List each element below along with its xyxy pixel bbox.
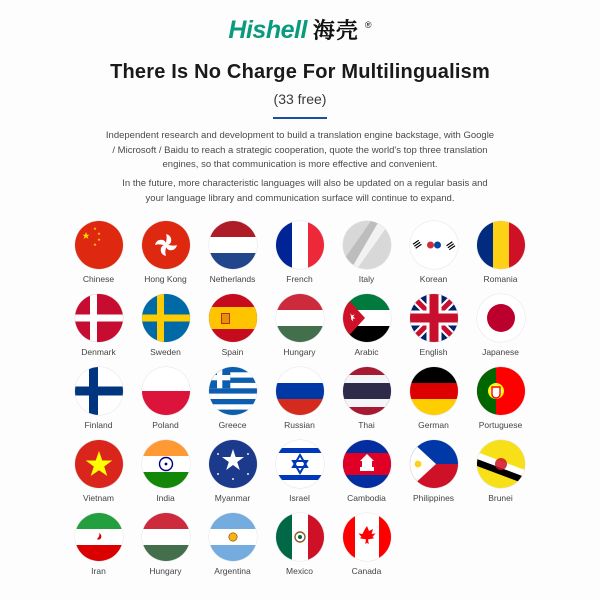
flag-item-cambodia [333,440,400,503]
flag-item-iran [65,513,132,576]
flag-item-italy [333,221,400,284]
flag-label: Korean [419,273,448,284]
flag-item-german [400,367,467,430]
flag-label: Portuguese [478,419,523,430]
flag-russia-icon [276,367,324,415]
flag-thailand-icon [343,367,391,415]
flag-item-romania [467,221,534,284]
flag-finland-icon [75,367,123,415]
flag-item-denmark [65,294,132,357]
flag-item-russian [266,367,333,430]
flag-item-netherlands [199,221,266,284]
title-divider [273,117,327,119]
flag-label: Brunei [488,492,513,503]
description-paragraph-2: In the future, more characteristic languages will also be updated on a regular basis and your language library and communication surface will continue to expand. [122,178,488,204]
brand-logo [0,0,600,45]
flag-item-thai [333,367,400,430]
flag-label: Sweden [150,346,181,357]
flag-label: Denmark [81,346,116,357]
flag-china-icon [75,221,123,269]
flag-label: Argentina [214,565,251,576]
flag-label: Philippines [412,492,455,503]
flag-uk-icon [410,294,458,342]
flag-item-brunei [467,440,534,503]
flag-label: Greece [218,419,247,430]
flag-korea-icon [410,221,458,269]
flag-india-icon [142,440,190,488]
flag-poland-icon [142,367,190,415]
flag-row [65,513,535,576]
flag-label: Cambodia [347,492,386,503]
flag-germany-icon [410,367,458,415]
flag-label: German [418,419,449,430]
flag-item-english [400,294,467,357]
flag-label: Iran [91,565,106,576]
flag-label: Russian [284,419,315,430]
flag-item-vietnam [65,440,132,503]
flag-denmark-icon [75,294,123,342]
flag-label: Arabic [354,346,379,357]
description-block [105,129,495,207]
flag-row [65,440,535,503]
flag-portugal-icon [477,367,525,415]
flag-item-spain [199,294,266,357]
flag-label: Hong Kong [144,273,187,284]
flag-item-hungary [132,513,199,576]
description-paragraph-1: Independent research and development to build a translation engine backstage, with Google / Microsoft / Baidu to reach a strategic cooperation, quote the world's top three translation engines, so that communication is more effective and convenient. [105,130,495,171]
brand-name-cjk: 海壳 [312,18,359,43]
flag-iran-icon [75,513,123,561]
flag-label: India [156,492,175,503]
flag-item-myanmar [199,440,266,503]
flag-item-finland [65,367,132,430]
flag-item-korean [400,221,467,284]
flag-france-icon [276,221,324,269]
flag-greece-icon [209,367,257,415]
flag-japan-icon [477,294,525,342]
brand-name-latin: Hishell [228,16,307,44]
page-subtitle: (33 free) [273,91,327,107]
flag-item-india [132,440,199,503]
flag-hongkong-icon [142,221,190,269]
flag-label: Myanmar [214,492,251,503]
flag-canada-icon [343,513,391,561]
flag-item-sweden [132,294,199,357]
flag-hungary-icon [276,294,324,342]
flag-vietnam-icon [75,440,123,488]
flag-brunei-icon [477,440,525,488]
flag-item-greece [199,367,266,430]
flag-item-philippines [400,440,467,503]
flag-item-french [266,221,333,284]
flag-label: Spain [221,346,244,357]
flag-label: Finland [84,419,113,430]
flag-label: Chinese [82,273,115,284]
flag-italy-icon [343,221,391,269]
flag-item-argentina [199,513,266,576]
flag-sweden-icon [142,294,190,342]
flag-label: Poland [152,419,179,430]
flag-label: Hungary [283,346,316,357]
flag-label: English [419,346,448,357]
flag-label: Thai [358,419,375,430]
flag-romania-icon [477,221,525,269]
flag-item-hong-kong [132,221,199,284]
flag-label: Romania [483,273,518,284]
flag-row [65,294,535,357]
flag-israel-icon [276,440,324,488]
flag-philippines-icon [410,440,458,488]
flag-label: Netherlands [209,273,256,284]
flag-netherlands-icon [209,221,257,269]
page-title: There Is No Charge For Multilingualism [110,61,490,83]
flag-item-japanese [467,294,534,357]
flag-label: Israel [289,492,310,503]
flag-item-poland [132,367,199,430]
flag-label: Vietnam [82,492,115,503]
flag-item-chinese [65,221,132,284]
flag-spain-icon [209,294,257,342]
registered-mark: ® [364,20,372,30]
flag-label: French [286,273,313,284]
flag-argentina-icon [209,513,257,561]
flag-item-israel [266,440,333,503]
flag-item-portuguese [467,367,534,430]
flag-label: Japanese [482,346,519,357]
flag-jordan-icon [343,294,391,342]
flag-row [65,367,535,430]
flag-item-canada [333,513,400,576]
flag-label: Italy [358,273,375,284]
flag-item-hungary [266,294,333,357]
flag-item-mexico [266,513,333,576]
flag-label: Hungary [149,565,182,576]
flag-mexico-icon [276,513,324,561]
flag-item-arabic [333,294,400,357]
flag-myanmar-icon [209,440,257,488]
flag-hungary-icon [142,513,190,561]
flag-label: Mexico [286,565,313,576]
flag-row [65,221,535,284]
flag-cambodia-icon [343,440,391,488]
flag-label: Canada [351,565,382,576]
flag-grid [65,221,535,576]
